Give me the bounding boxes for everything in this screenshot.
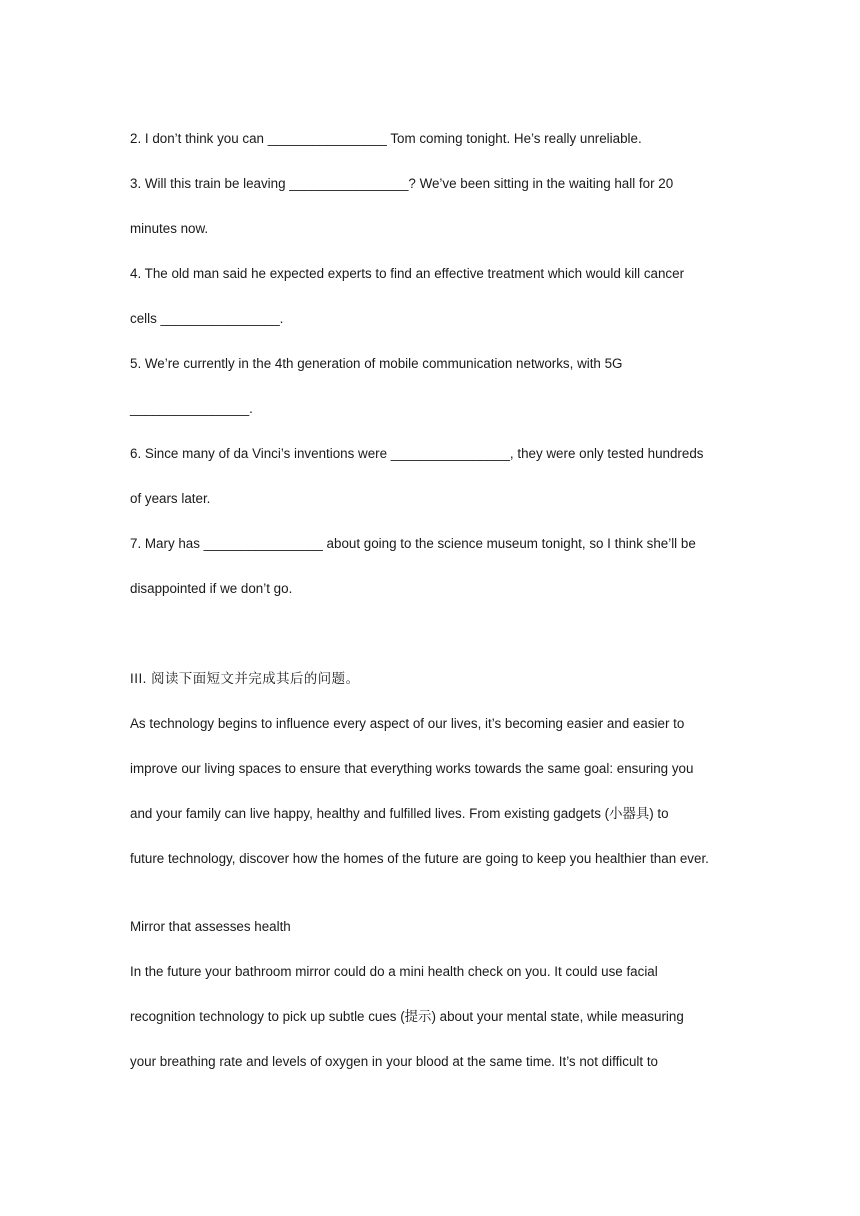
passage-subheading: Mirror that assesses health: [130, 919, 291, 934]
passage-p2-line-3: your breathing rate and levels of oxygen in your blood at the same time. It’s not difficult to: [130, 1054, 658, 1069]
exercise-3-line-1: 3. Will this train be leaving ________________? We’ve been sitting in the waiting hall for 20: [130, 176, 674, 191]
passage-p1-line-3: and your family can live happy, healthy and fulfilled lives. From existing gadgets (小器具) to: [130, 806, 669, 821]
exercise-2: 2. I don’t think you can ________________ Tom coming tonight. He’s really unreliable.: [130, 131, 642, 146]
passage-p2-line-1: In the future your bathroom mirror could do a mini health check on you. It could use facial: [130, 964, 658, 979]
exercise-6-line-2: of years later.: [130, 491, 211, 506]
exercise-5-line-1: 5. We’re currently in the 4th generation of mobile communication networks, with 5G: [130, 356, 623, 371]
exercise-6-line-1: 6. Since many of da Vinci’s inventions were ________________, they were only tested hundreds: [130, 446, 704, 461]
exercise-4-line-1: 4. The old man said he expected experts to find an effective treatment which would kill cancer: [130, 266, 685, 281]
exercise-4-line-2: cells ________________.: [130, 311, 284, 326]
passage-p2-line-2: recognition technology to pick up subtle cues (提示) about your mental state, while measuring: [130, 1009, 684, 1024]
passage-p1-line-2: improve our living spaces to ensure that everything works towards the same goal: ensuring you: [130, 761, 694, 776]
exercise-7-line-2: disappointed if we don’t go.: [130, 581, 293, 596]
exercise-3-line-2: minutes now.: [130, 221, 209, 236]
exercise-7-line-1: 7. Mary has ________________ about going to the science museum tonight, so I think she’ll be: [130, 536, 696, 551]
section-heading: III. 阅读下面短文并完成其后的问题。: [130, 671, 360, 686]
passage-p1-line-4: future technology, discover how the homes of the future are going to keep you healthier than ever.: [130, 851, 709, 866]
exercise-5-line-2: ________________.: [130, 401, 253, 416]
passage-p1-line-1: As technology begins to influence every aspect of our lives, it’s becoming easier and easier to: [130, 716, 685, 731]
